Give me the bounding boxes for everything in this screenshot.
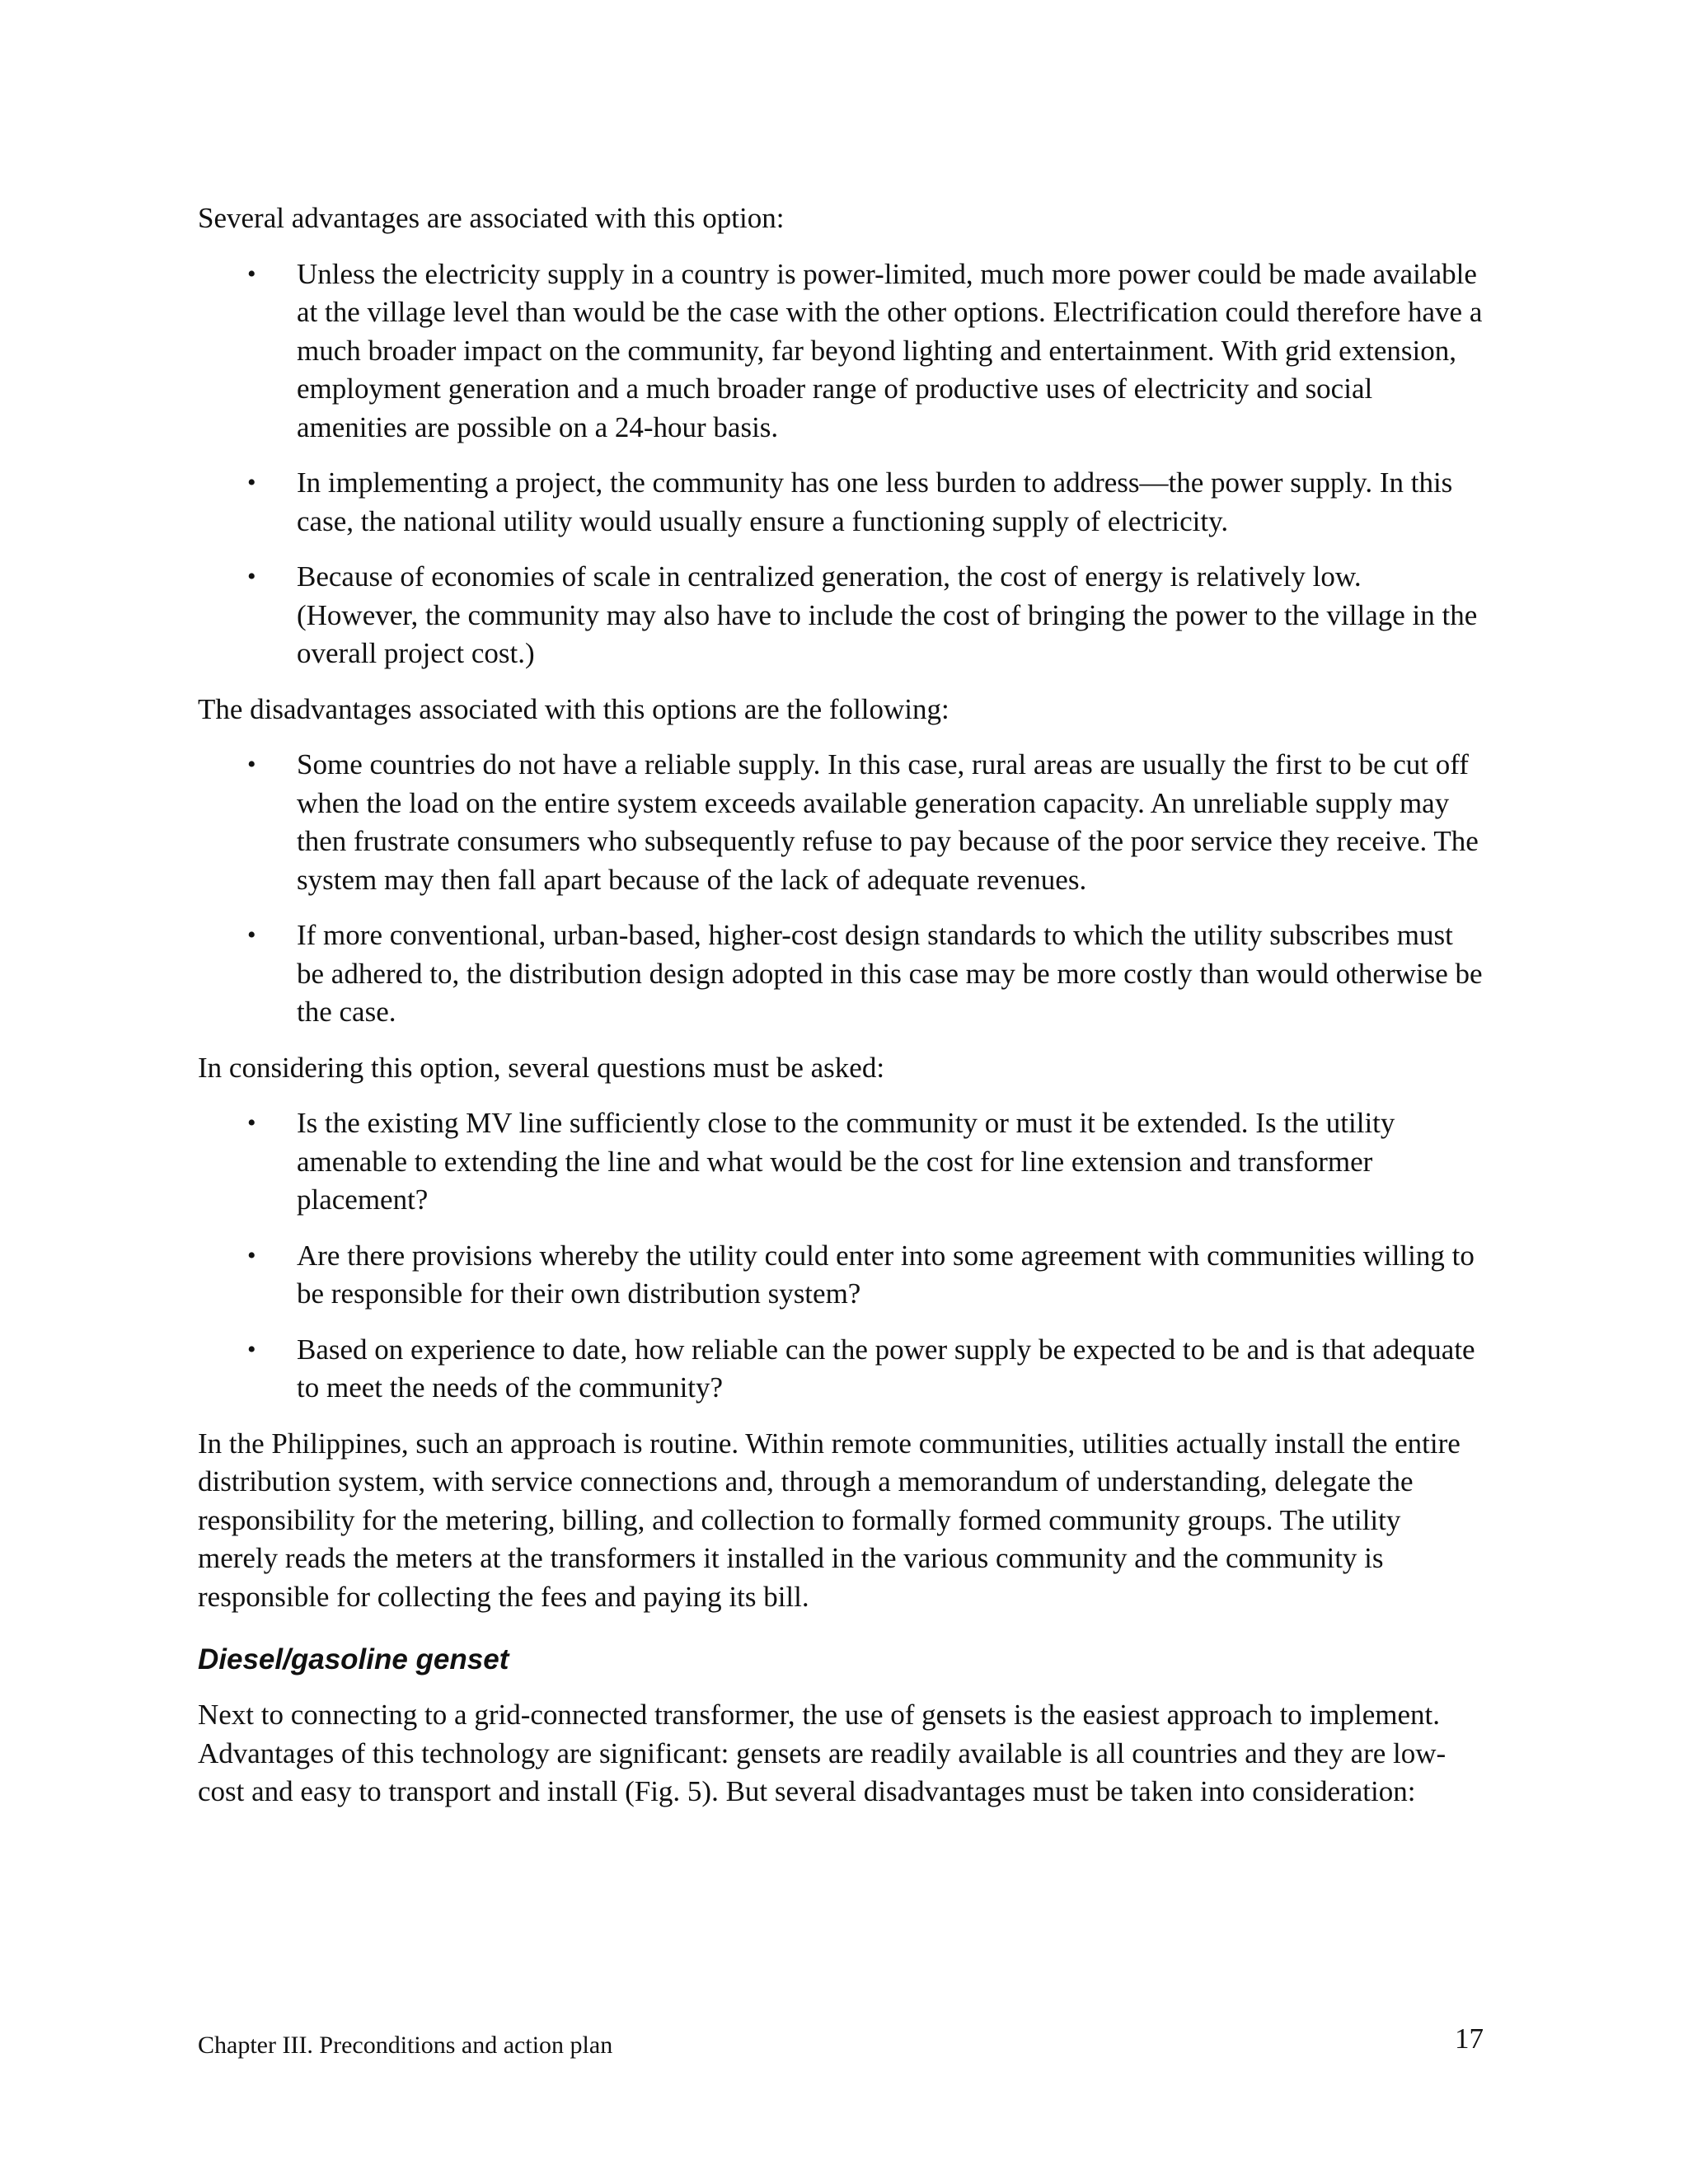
list-item-text: Based on experience to date, how reliable can the power supply be expected to be and is that adequate to meet the needs of the community? bbox=[297, 1333, 1475, 1404]
bullet-icon: • bbox=[247, 1241, 256, 1269]
bullet-icon: • bbox=[247, 921, 256, 949]
advantages-intro: Several advantages are associated with this option: bbox=[198, 202, 785, 234]
footer-chapter-title: Chapter III. Preconditions and action plan bbox=[198, 2032, 613, 2059]
genset-paragraph: Next to connecting to a grid-connected transformer, the use of gensets is the easiest approach to implement. Advantages of this technology are significant: gensets are readily available is all countries and they are low-cost and easy to transport and install (Fig. 5). But several disadvantages must be taken into consideration: bbox=[198, 1699, 1447, 1807]
bullet-icon: • bbox=[247, 563, 256, 590]
list-item bbox=[198, 255, 1484, 448]
list-item-text: Some countries do not have a reliable supply. In this case, rural areas are usually the first to be cut off when the load on the entire system exceeds available generation capacity. An unreliable supply may then frustrate consumers who subsequently refuse to pay because of the poor service they receive. The system may then fall apart because of the lack of adequate revenues. bbox=[297, 748, 1479, 896]
bullet-icon: • bbox=[247, 751, 256, 778]
bullet-icon: • bbox=[247, 1335, 256, 1363]
section-heading: Diesel/gasoline genset bbox=[198, 1643, 509, 1675]
disadvantages-intro: The disadvantages associated with this options are the following: bbox=[198, 692, 950, 725]
list-item-text: Unless the electricity supply in a country is power-limited, much more power could be made available at the village level than would be the case with the other options. Electrification could therefore have a much broader impact on the community, far beyond lighting and entertainment. With grid extension, employment generation and a much broader range of productive uses of electricity and social amenities are possible on a 24-hour basis. bbox=[297, 257, 1483, 443]
bullet-icon: • bbox=[247, 1109, 256, 1137]
list-item bbox=[198, 1237, 1484, 1314]
list-item-text: If more conventional, urban-based, higher-cost design standards to which the utility subscribes must be adhered to, the distribution design adopted in this case may be more costly than would otherwise be the case. bbox=[297, 919, 1483, 1028]
list-item-text: Is the existing MV line sufficiently close to the community or must it be extended. Is the utility amenable to extending the line and what would be the cost for line extension and transformer placement? bbox=[297, 1107, 1395, 1216]
page-number: 17 bbox=[1455, 2022, 1484, 2055]
page-body bbox=[198, 199, 1484, 1829]
list-item-text: In implementing a project, the community has one less burden to address—the power supply. In this case, the national utility would usually ensure a functioning supply of electricity. bbox=[297, 466, 1453, 537]
bullet-icon: • bbox=[247, 260, 256, 288]
questions-list bbox=[198, 1104, 1484, 1408]
list-item bbox=[198, 746, 1484, 899]
list-item bbox=[198, 558, 1484, 673]
list-item bbox=[198, 916, 1484, 1032]
list-item bbox=[198, 1331, 1484, 1408]
list-item-text: Because of economies of scale in centralized generation, the cost of energy is relatively low. (However, the community may also have to include the cost of bringing the power to the village in the overall project cost.) bbox=[297, 560, 1478, 669]
disadvantages-list bbox=[198, 746, 1484, 1032]
list-item bbox=[198, 464, 1484, 541]
advantages-list bbox=[198, 255, 1484, 673]
questions-intro: In considering this option, several questions must be asked: bbox=[198, 1051, 885, 1084]
bullet-icon: • bbox=[247, 469, 256, 496]
list-item-text: Are there provisions whereby the utility could enter into some agreement with communities willing to be responsible for their own distribution system? bbox=[297, 1239, 1475, 1310]
list-item bbox=[198, 1104, 1484, 1220]
philippines-paragraph: In the Philippines, such an approach is routine. Within remote communities, utilities actually install the entire distribution system, with service connections and, through a memorandum of understanding, delegate the responsibility for the metering, billing, and collection to formally formed community groups. The utility merely reads the meters at the transformers it installed in the various community and the community is responsible for collecting the fees and paying its bill. bbox=[198, 1427, 1461, 1613]
